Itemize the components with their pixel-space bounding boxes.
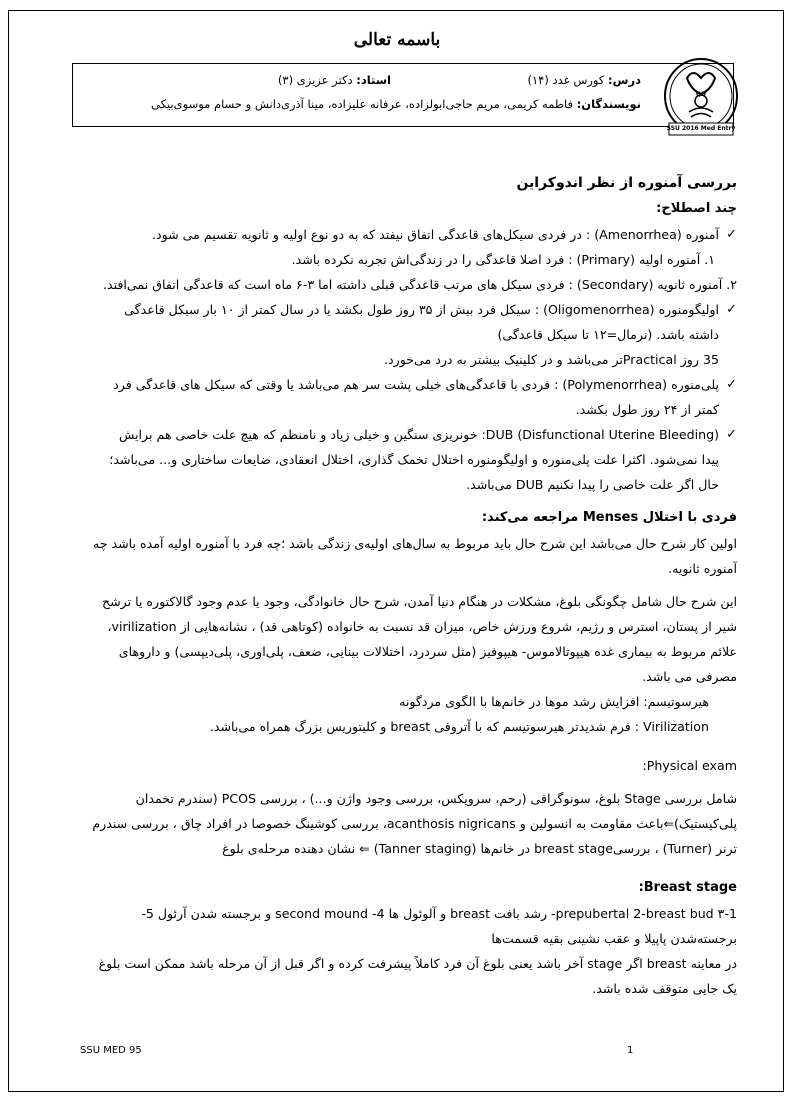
course-value: کورس غدد (۱۴) — [527, 73, 605, 87]
term-text: DUB (Disfunctional Uterine Bleeding): خونریزی سنگین و خیلی زیاد و نامنظم که هیچ علت خاصی هم برایش — [118, 427, 719, 442]
term-text-continued: پیدا نمی‌شود. اکثرا علت پلی‌منوره و اولیگومنوره اختلال تخمک گذاری، اختلال انعقادی، ضایعات ساختاری و... می‌باشد؛ — [109, 452, 719, 467]
history-line: اولین کار شرح حال می‌باشد این شرح حال باید مربوط به سال‌های اولیه‌ی زندگی باشد ؛چه فرد با آمنوره اولیه آمده باشد چه — [92, 536, 737, 551]
spacer — [72, 581, 737, 589]
spacer — [72, 778, 737, 786]
history-line: این شرح حال شامل چگونگی بلوغ، مشکلات در هنگام دنیا آمدن، شرح حال خانوادگی، وجود یا عدم وجود گالاکتوره یا ترشح — [101, 594, 737, 609]
breast-line: یک جایی متوقف شده باشد. — [592, 981, 737, 996]
term-text-continued: داشته باشد. (نرمال=۱۲ تا سیکل قاعدگی) — [497, 327, 719, 342]
teacher-field — [278, 73, 391, 87]
authors-value: فاطمه کریمی، مریم حاجی‌ابولزاده، عرفانه علیزاده، مینا آذری‌دانش و حسام موسوی‌بیکی — [151, 97, 574, 111]
term-text: آمنوره (Amenorrhea) : در فردی سیکل‌های قاعدگی اتفاق نیفتد که به دو نوع اولیه و ثانویه تقسیم می شود. — [152, 227, 719, 242]
breast-stage-paragraph-1 — [72, 901, 737, 951]
breast-line: برجسته‌شدن پاپیلا و عقب نشینی بقیه قسمت‌ها — [491, 931, 737, 946]
logo-monogram: QD — [695, 91, 707, 98]
spacer — [72, 497, 737, 505]
physical-exam-heading: Physical exam: — [642, 758, 737, 773]
breast-stage-heading: Breast stage: — [638, 880, 737, 895]
term-amenorrhea — [72, 222, 737, 247]
breast-line: 1-prepubertal 2-breast bud ۳- رشد بافت breast و آلوئول ها 4- second mound و برجسته شدن آرئول 5- — [141, 906, 737, 921]
hirsutism-definition: هیرسوتیسم: افزایش رشد موها در خانم‌ها با الگوی مردگونه — [399, 694, 709, 709]
term-oligomenorrhea — [72, 297, 737, 347]
history-line: علائم مربوط به بیماری غده هیپوتالاموس- هیپوفیز (مثل سردرد، اختلالات بینایی، ضعف، پلی‌اوری، پلی‌دیپسی) و داروهای — [118, 644, 737, 659]
history-paragraph-1 — [72, 531, 737, 581]
term-text-continued: حال اگر علت خاصی را پیدا نکنیم DUB می‌باشد. — [466, 477, 719, 492]
document-body — [72, 170, 737, 1001]
history-line: آمنوره ثانویه. — [668, 561, 737, 576]
checkmark-icon: ✓ — [726, 302, 737, 317]
physical-exam-paragraph — [72, 786, 737, 861]
history-line: شیر از پستان، استرس و رژیم، شروع ورزش خاص، میزان قد نسبت به خانواده (کوتاهی قد) ، نشانه‌هایی از virilization، — [107, 619, 737, 634]
term-text: اولیگومنوره (Oligomenorrhea) : سیکل فرد بیش از ۳۵ روز طول بکشد یا در سال کمتر از ۱۰ بار سیکل قاعدگی — [124, 302, 719, 317]
term-text-continued: کمتر از ۲۴ روز طول بکشد. — [575, 402, 719, 417]
page-number: 1 — [627, 1045, 634, 1056]
term-primary: ۱. آمنوره اولیه (Primary) : فرد اصلا قاعدگی را در زندگی‌اش تجربه نکرده باشد. — [291, 252, 715, 267]
physical-line: ترنر (Turner) ، بررسیbreast stage در خانم‌ها (Tanner staging) ⇐ نشان دهنده مرحله‌ی بلوغ — [222, 841, 737, 856]
document-header-box — [72, 63, 736, 132]
term-polymenorrhea — [72, 372, 737, 422]
logo-caption: SSU 2016 Med Entry — [666, 125, 736, 132]
course-field — [528, 73, 642, 87]
term-dub — [72, 422, 737, 497]
terms-heading: چند اصطلاح: — [656, 201, 737, 216]
footer-label: SSU MED 95 — [80, 1045, 142, 1056]
physical-line: شامل بررسی Stage بلوغ، سونوگرافی (رحم، سرویکس، بررسی وجود واژن و...) ، بررسی PCOS (سندرم تخمدان — [135, 791, 737, 806]
header-line-1 — [83, 73, 641, 93]
bismillah-heading: باسمه تعالی — [353, 30, 441, 50]
breast-stage-paragraph-2 — [72, 951, 737, 1001]
history-paragraph-2 — [72, 589, 737, 689]
checkmark-icon: ✓ — [726, 377, 737, 392]
section-title: بررسی آمنوره از نظر اندوکراین — [516, 175, 737, 191]
term-secondary: ۲. آمنوره ثانویه (Secondary) : فردی سیکل های مرتب قاعدگی قبلی داشته اما ۳-۶ ماه است که قاعدگی اتفاق نمی‌افتد. — [103, 277, 737, 292]
breast-line: در معاینه breast اگر stage آخر باشد یعنی بلوغ آن فرد کاملاً پیشرفت کرده و اگر قبل از آن مرحله باشد ممکن است بلوغ — [98, 956, 737, 971]
spacer — [72, 861, 737, 875]
authors-label: نویسندگان: — [576, 97, 641, 111]
header-line-2 — [81, 97, 641, 111]
menses-heading: فردی با اختلال Menses مراجعه می‌کند: — [481, 510, 737, 525]
course-label: درس: — [608, 73, 641, 87]
spacer — [72, 739, 737, 753]
virilization-definition: Virilization : فرم شدیدتر هیرسوتیسم که با آتروفی breast و کلیتوریس بزرگ همراه می‌باشد. — [209, 719, 709, 734]
practical-note: 35 روز Practicalتر می‌باشد و در کلینیک بیشتر به درد می‌خورد. — [384, 352, 719, 367]
teacher-label: استاد: — [356, 73, 391, 87]
history-line: مصرفی می باشد. — [642, 669, 737, 684]
teacher-value: دکتر عزیزی (۳) — [277, 73, 353, 87]
physical-line: پلی‌کیستیک)⇐باعث مقاومت به انسولین و acanthosis nigricans، بررسی کوشینگ خصوصا در افراد چاق ، بررسی سندرم — [92, 816, 737, 831]
term-text: پلی‌منوره (Polymenorrhea) : فردی با قاعدگی‌های خیلی پشت سر هم می‌باشد یا وقتی که سیکل های قاعدگی فرد — [113, 377, 719, 392]
checkmark-icon: ✓ — [726, 227, 737, 242]
checkmark-icon: ✓ — [726, 427, 737, 442]
